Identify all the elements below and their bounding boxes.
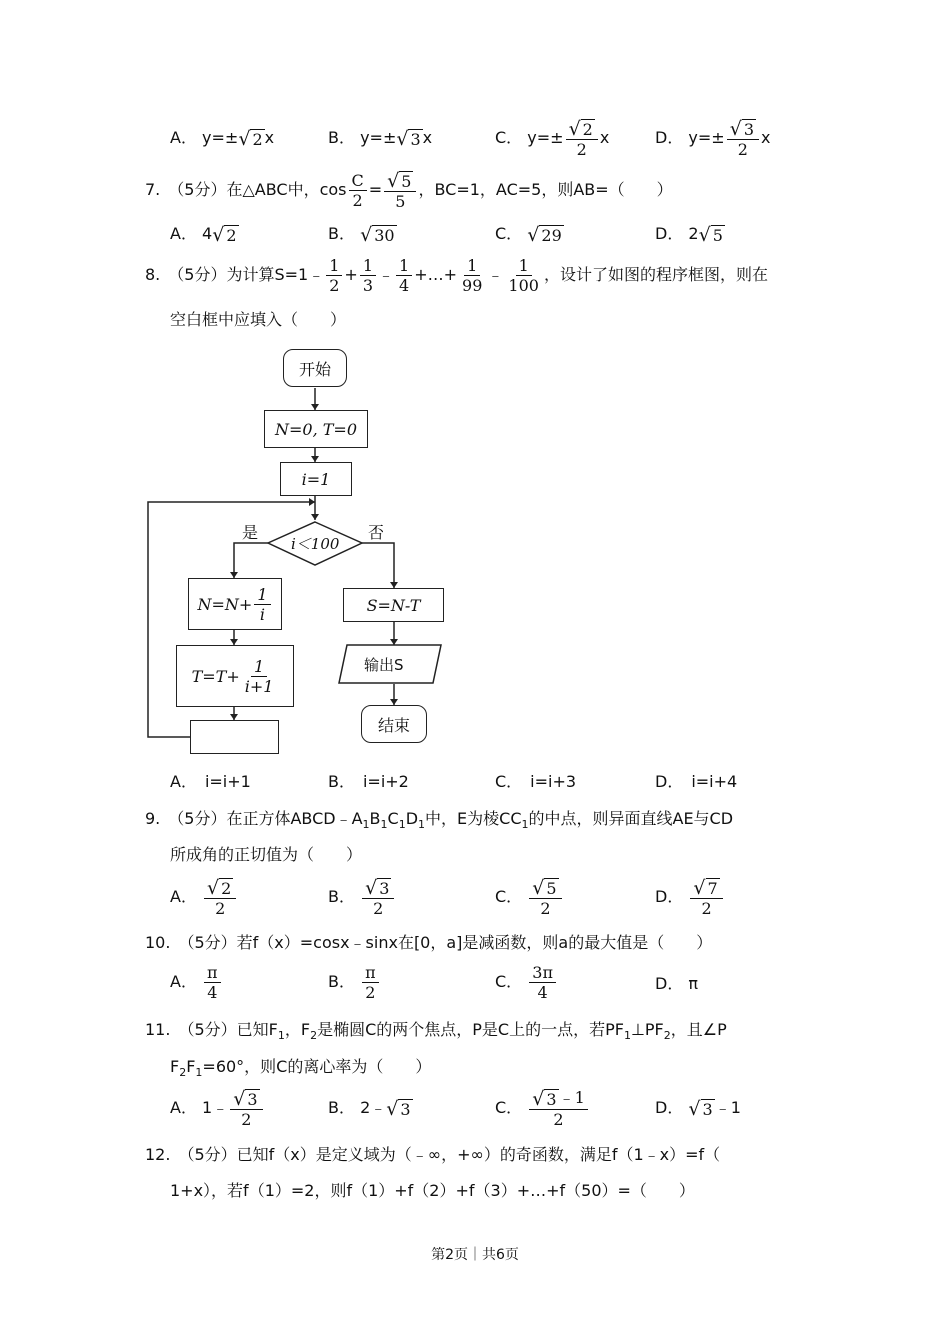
flow-init: N=0, T=0 [264, 410, 368, 448]
q11-option-d: D． √ 3 ﹣1 [655, 1097, 741, 1120]
question-12-line2: 1+x），若f（1）=2，则f（1）+f（2）+f（3）+…+f（50）=（ ） [170, 1181, 695, 1200]
q11-option-a: A． 1﹣ √ 3 2 [170, 1088, 265, 1129]
q6-option-b: B． y=± √ 3 x [328, 127, 433, 150]
question-8: 8. （5分）为计算S=1﹣ $\frac{1}{2}$ + $\frac{1}{3}$ ﹣ $\frac{1}{4}$ +…+ $\frac{1}{99}$ ﹣ $\frac{1}{100}$ ，设计了如图的程序框图，则在 [145, 256, 768, 295]
question-8-line2: 空白框中应填入（ ） [170, 310, 347, 329]
question-7: 7. （5分）在△ABC中，cos $\frac{C}{2}$ = √ 5 5 ，BC=1，AC=5，则AB=（ ） [145, 169, 673, 211]
q7-option-c: C． √ 29 [495, 223, 562, 246]
q6-option-c: C． y=± √ 2 2 x [495, 117, 610, 159]
flow-n-update: N=N+ $\frac{1}{i}$ [188, 578, 282, 630]
flow-output: 输出S [364, 656, 404, 674]
q10-option-b: B． $\frac{\pi}{2}$ [328, 963, 381, 1002]
q8-option-d: D． i=i+4 [655, 772, 738, 791]
q9-option-b: B． √ 3 2 [328, 877, 396, 918]
flow-blank-box [190, 720, 279, 754]
q8-option-a: A． i=i+1 [170, 772, 251, 791]
q8-option-b: B． i=i+2 [328, 772, 409, 791]
question-9-line2: 所成角的正切值为（ ） [170, 845, 363, 864]
q9-option-c: C． √ 5 2 [495, 877, 564, 918]
flow-end: 结束 [361, 705, 427, 743]
question-12: 12. （5分）已知f（x）是定义域为（﹣∞，+∞）的奇函数，满足f（1﹣x）=f（ [145, 1145, 721, 1164]
page-footer: 第2页｜共6页 [431, 1247, 519, 1263]
q10-option-a: A． $\frac{\pi}{4}$ [170, 963, 223, 1002]
q6-option-a: A． y=± √ 2 x [170, 127, 275, 150]
q8-option-c: C． i=i+3 [495, 772, 577, 791]
question-11: 11. （5分）已知$F_1$，$F_2$是椭圆C的两个焦点，P是C上的一点，若$PF_1\perp PF_2$，且∠P [145, 1020, 727, 1043]
q10-option-c: C． $\frac{3\pi}{4}$ [495, 963, 558, 1002]
flow-condition: i＜100 [291, 535, 340, 553]
flow-no-label: 否 [368, 523, 385, 542]
q7-option-a: A． 4 √ 2 [170, 223, 237, 246]
question-10: 10. （5分）若f（x）=cosx﹣sinx在[0，a]是减函数，则a的最大值是（ ） [145, 933, 713, 952]
flow-s-compute: S=N-T [343, 588, 444, 622]
q9-option-a: A． √ 2 2 [170, 877, 238, 918]
q11-option-c: C． √ 3 ﹣1 2 [495, 1088, 590, 1129]
q7-option-b: B． √ 30 [328, 223, 395, 246]
question-9: 9. （5分）在正方体$ABCD﹣A_1B_1C_1D_1$中，E为棱$CC_1$的中点，则异面直线AE与CD [145, 809, 734, 832]
q10-option-d: D． π [655, 974, 699, 993]
q6-option-d: D． y=± √ 3 2 x [655, 117, 771, 159]
flow-yes-label: 是 [242, 523, 259, 542]
flow-t-update: T=T+ $\frac{1}{i+1}$ [176, 645, 294, 707]
flow-i-init: i=1 [280, 462, 352, 496]
q9-option-d: D． √ 7 2 [655, 877, 725, 918]
q7-option-d: D． 2 √ 5 [655, 223, 723, 246]
flow-start: 开始 [283, 349, 347, 387]
q11-option-b: B． 2﹣ √ 3 [328, 1097, 411, 1120]
question-11-line2: $F_2F_1=60^\circ$，则C的离心率为（ ） [170, 1057, 432, 1080]
